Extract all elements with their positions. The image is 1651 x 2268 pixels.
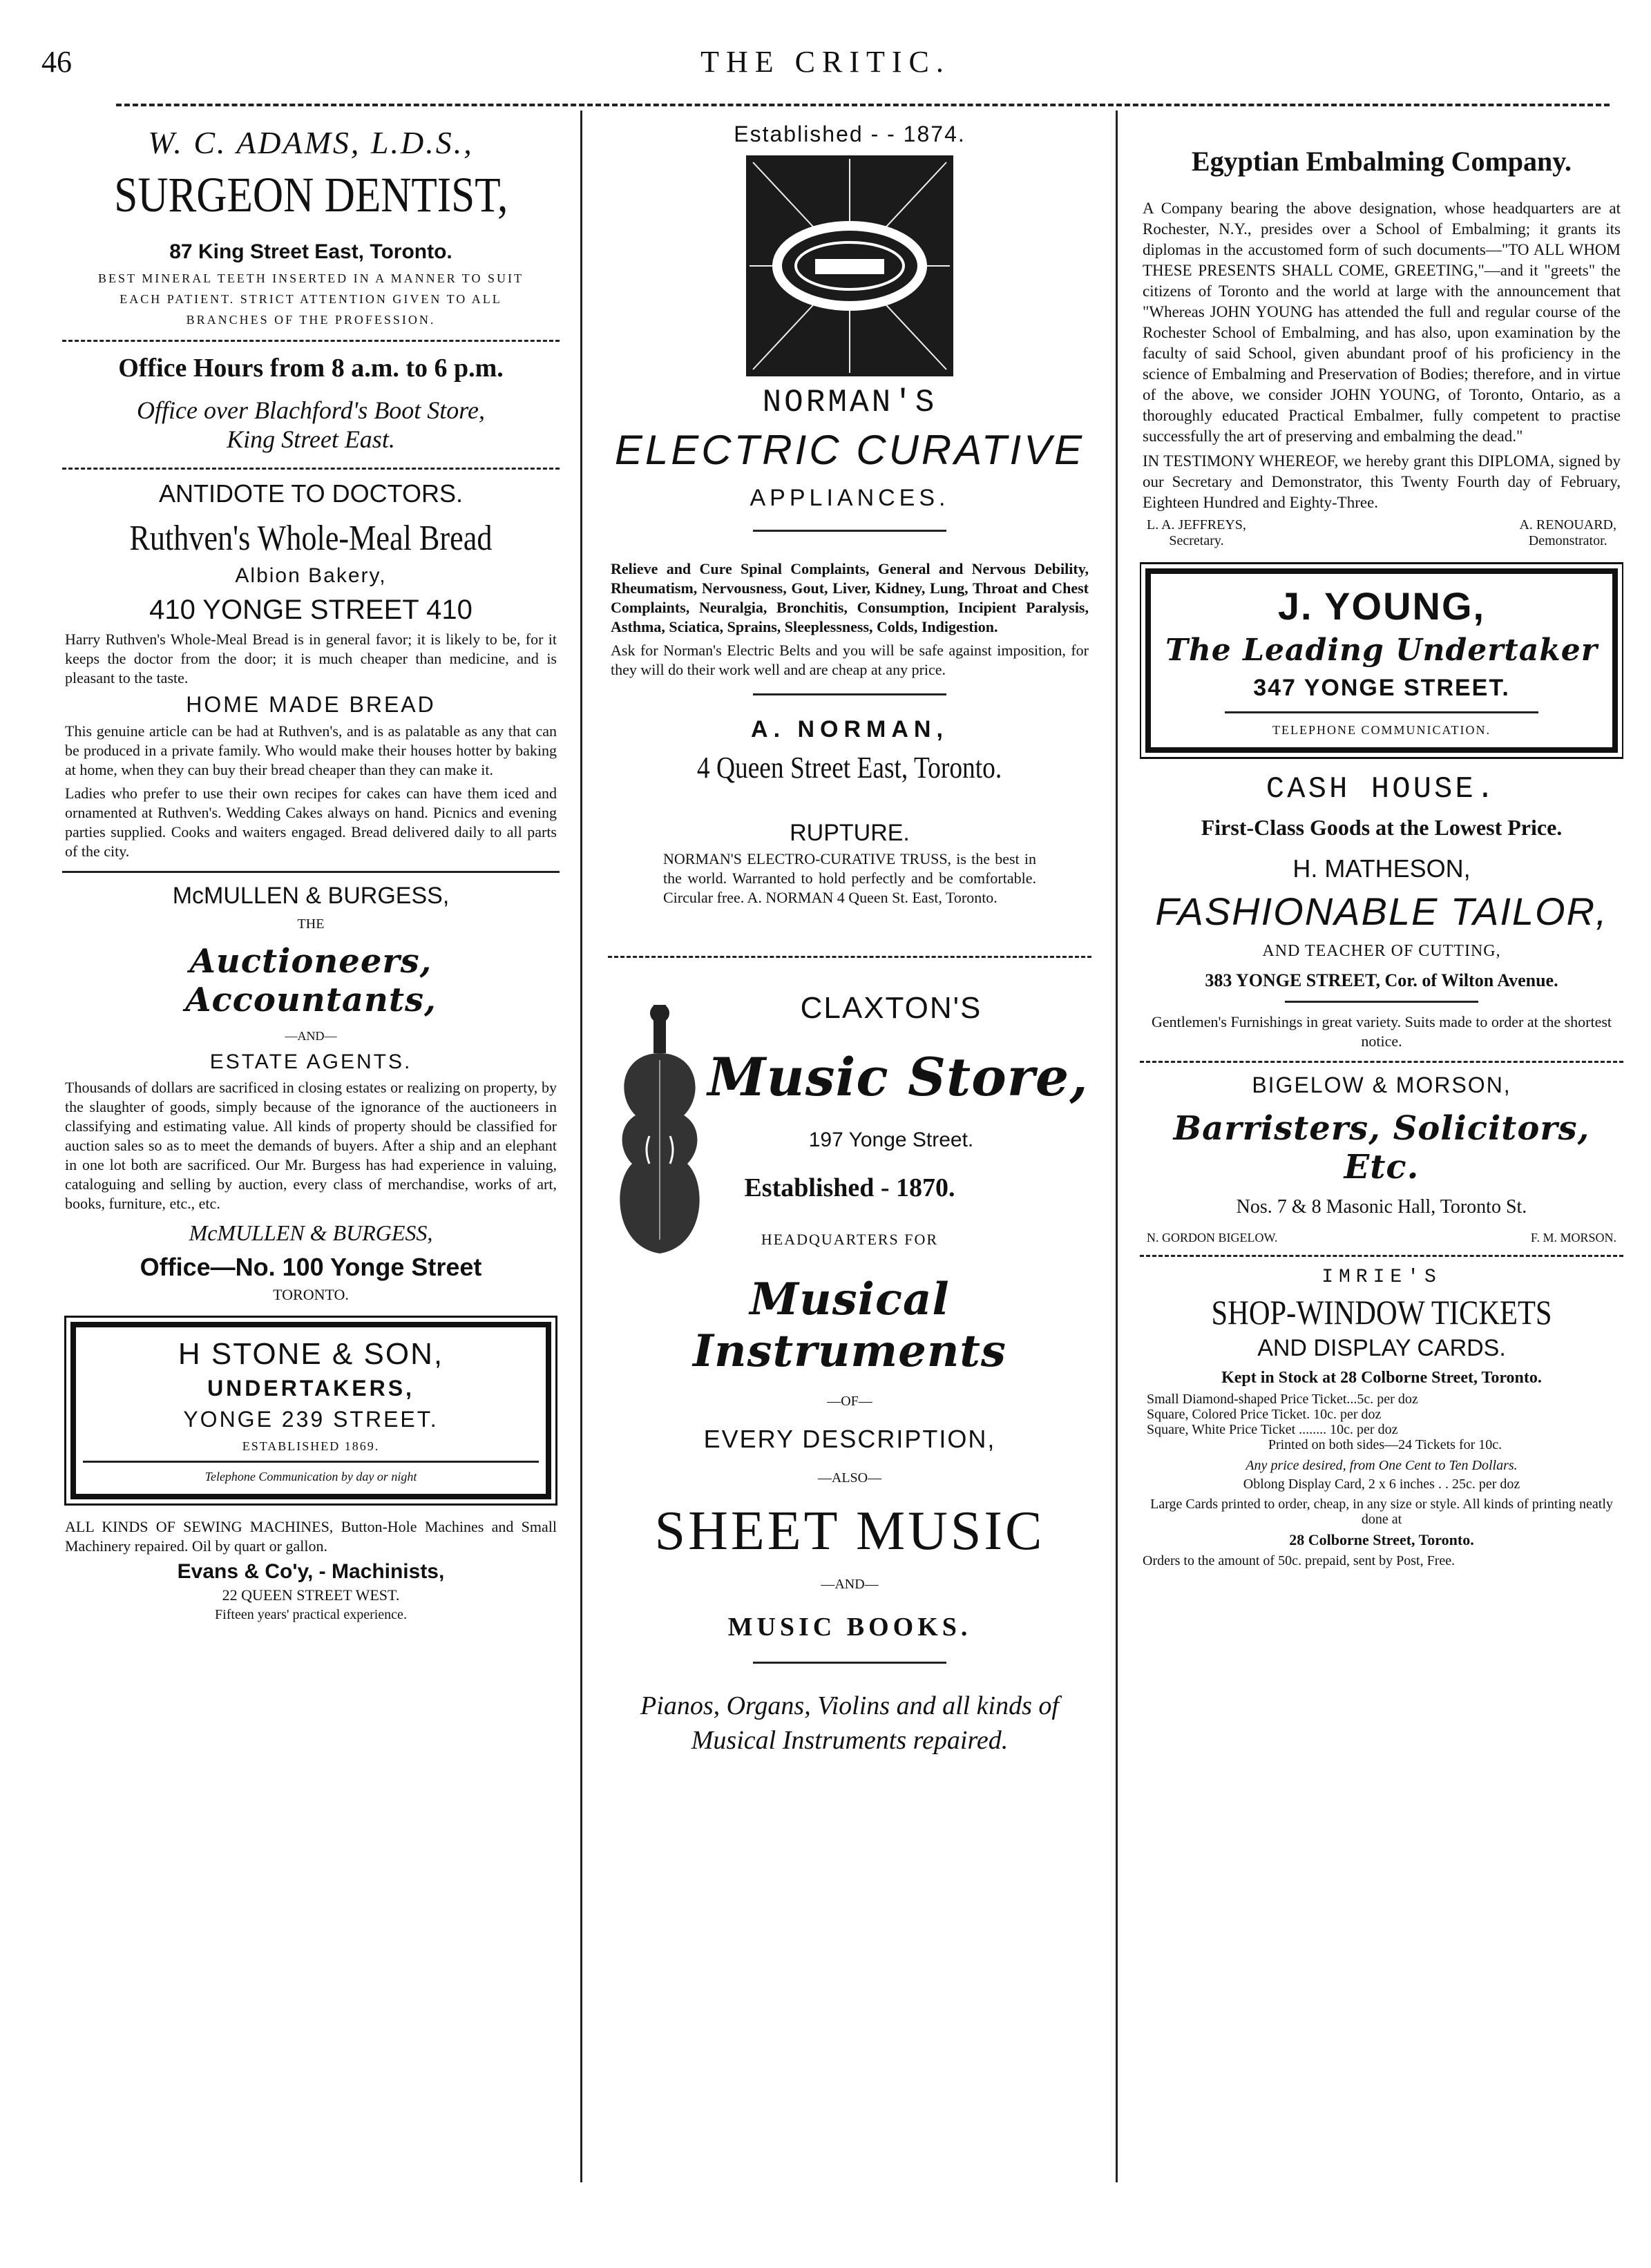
electric-belt-icon <box>746 155 953 376</box>
rupture-head: RUPTURE. <box>790 820 910 846</box>
adams-ad <box>62 124 560 454</box>
divider <box>62 340 560 342</box>
imrie-name: IMRIE'S <box>1321 1267 1442 1288</box>
imrie-stock: Kept in Stock at 28 Colborne Street, Toronto. <box>1221 1369 1542 1387</box>
mcmullen-body: Thousands of dollars are sacrificed in closing estates or realizing on property, by the slaughter of goods, simply because of the ignorance of the auctioneers in classifying and estimating value. All kinds of property should be classified for auction sales so as to meet the demands of buyers. After a ship and an elephant in one lot both are sacrificed. Our Mr. Burgess has had experience in valuing, cataloguing and selling by auction, every class of merchandise, works of art, books, furniture, etc., etc. <box>65 1079 557 1212</box>
imrie-large: Large Cards printed to order, cheap, in any size or style. All kinds of printing neatly done at <box>1150 1497 1613 1527</box>
adams-hours: Office Hours from 8 a.m. to 6 p.m. <box>118 354 504 383</box>
page-number: 46 <box>41 45 72 79</box>
adams-location-1: Office over Blachford's Boot Store, <box>137 396 485 424</box>
imrie-orders: Orders to the amount of 50c. prepaid, sent by Post, Free. <box>1143 1553 1456 1568</box>
bigelow-ad <box>1140 1073 1623 1245</box>
claxton-sheet: SHEET MUSIC <box>654 1501 1045 1561</box>
claxton-every: EVERY DESCRIPTION, <box>703 1425 996 1453</box>
evans-experience: Fifteen years' practical experience. <box>215 1607 407 1622</box>
partner-2: F. M. MORSON. <box>1530 1231 1616 1244</box>
ruthven-ad <box>62 479 560 861</box>
norman-belt-illustration <box>746 155 953 376</box>
signatory-2-role: Demonstrator. <box>1528 533 1607 548</box>
divider <box>753 1662 946 1664</box>
claxton-books: MUSIC BOOKS. <box>727 1613 972 1642</box>
bigelow-name: BIGELOW & MORSON, <box>1252 1073 1511 1097</box>
mcmullen-and: —AND— <box>285 1029 337 1043</box>
divider <box>1285 1001 1478 1003</box>
adams-profession: SURGEON DENTIST, <box>113 167 508 222</box>
adams-notice: BEST MINERAL TEETH INSERTED IN A MANNER TO SUIT EACH PATIENT. STRICT ATTENTION GIVEN TO ALL BRANCHES OF THE PROFESSION. <box>98 271 524 327</box>
norman-address: 4 Queen Street East, Toronto. <box>697 751 1002 785</box>
young-ad <box>1145 568 1618 753</box>
signatory-1: L. A. JEFFREYS, <box>1147 517 1246 532</box>
column-divider-left <box>580 110 582 2182</box>
mcmullen-name: McMULLEN & BURGESS, <box>172 883 450 909</box>
young-name: J. YOUNG, <box>1277 584 1486 628</box>
column-left <box>62 117 560 1623</box>
price-line: Small Diamond-shaped Price Ticket...5c. per doz <box>1147 1392 1418 1407</box>
ruthven-subhead: HOME MADE BREAD <box>186 692 436 717</box>
young-address: 347 YONGE STREET. <box>1253 675 1510 701</box>
ruthven-body: This genuine article can be had at Ruthven's, and is as palatable as any that can be produced in a private family. Who would make their houses hotter by baking at home, when they can buy their bread cheaper than they can make it. <box>65 722 557 778</box>
evans-ad <box>62 1517 560 1623</box>
stone-name: H STONE & SON, <box>178 1337 444 1371</box>
price-line: Square, White Price Ticket ........ 10c. per doz <box>1147 1422 1398 1437</box>
claxton-address: 197 Yonge Street. <box>808 1128 974 1151</box>
norman-body: Relieve and Cure Spinal Complaints, General and Nervous Debility, Rheumatism, Nervousness, Gout, Liver, Kidney, Lung, Throat and Chest Complaints, Neuralgia, Bronchitis, Consumption, Incipient Paralysis, Asthma, Sciatica, Sprains, Sleeplessness, Colds, Indigestion. <box>611 560 1089 635</box>
ruthven-address: 410 YONGE STREET 410 <box>149 595 473 625</box>
matheson-name: H. MATHESON, <box>1292 854 1471 883</box>
embalming-ad <box>1140 145 1623 549</box>
ruthven-body-2: Ladies who prefer to use their own recipes for cakes can have them iced and ornamented at Ruthven's. Wedding Cakes always on hand. Picnics and evening parties supplied. Cooks and waiters engaged. Bread delivered daily to all parts of the city. <box>65 785 557 860</box>
bigelow-trade: Barristers, Solicitors, Etc. <box>1173 1109 1590 1186</box>
divider <box>753 693 946 695</box>
adams-address: 87 King Street East, Toronto. <box>169 240 452 263</box>
violin-icon <box>608 1005 712 1267</box>
mcmullen-city: TORONTO. <box>273 1286 349 1303</box>
norman-ad <box>608 122 1091 907</box>
divider <box>1140 1061 1623 1063</box>
divider <box>62 871 560 873</box>
matheson-trade-2: AND TEACHER OF CUTTING, <box>1262 942 1501 960</box>
claxton-repair: Pianos, Organs, Violins and all kinds of Musical Instruments repaired. <box>640 1691 1059 1755</box>
running-title: THE CRITIC. <box>700 45 951 79</box>
claxton-headquarters: HEADQUARTERS FOR <box>761 1231 939 1248</box>
claxton-name: CLAXTON'S <box>800 991 982 1025</box>
ruthven-bakery: Albion Bakery, <box>235 564 387 587</box>
young-trade: The Leading Undertaker <box>1165 633 1598 668</box>
header-rule <box>116 104 1610 106</box>
mcmullen-office: Office—No. 100 Yonge Street <box>140 1253 482 1281</box>
young-phone: TELEPHONE COMMUNICATION. <box>1272 723 1491 737</box>
signatory-1-role: Secretary. <box>1169 533 1224 548</box>
imrie-oblong: Oblong Display Card, 2 x 6 inches . . 25c. per doz <box>1243 1477 1520 1492</box>
imrie-ad <box>1140 1267 1623 1568</box>
imrie-product-2: AND DISPLAY CARDS. <box>1257 1335 1506 1361</box>
rupture-body: NORMAN'S ELECTRO-CURATIVE TRUSS, is the best in the world. Warranted to hold perfectly and be comfortable. Circular free. A. NORMAN 4 Queen St. East, Toronto. <box>663 850 1036 906</box>
evans-name: Evans & Co'y, - Machinists, <box>177 1560 445 1583</box>
bigelow-address: Nos. 7 & 8 Masonic Hall, Toronto St. <box>1236 1196 1527 1218</box>
column-center <box>608 117 1091 1758</box>
claxton-and: —AND— <box>821 1577 879 1592</box>
claxton-also: —ALSO— <box>817 1470 882 1486</box>
stone-ad <box>70 1322 551 1499</box>
mcmullen-ad <box>62 883 560 1304</box>
column-divider-right <box>1116 110 1118 2182</box>
norman-signature: A. NORMAN, <box>751 716 948 742</box>
adams-name: W. C. ADAMS, L.D.S., <box>148 125 474 160</box>
price-line: Square, Colored Price Ticket. 10c. per doz <box>1147 1407 1382 1422</box>
stone-trade: UNDERTAKERS, <box>207 1376 414 1401</box>
claxton-established: Established - 1870. <box>744 1173 955 1202</box>
ruthven-intro: Harry Ruthven's Whole-Meal Bread is in general favor; it is likely to be, for it keeps the doctor from the door; it is much cheaper than medicine, and is pleasant to the taste. <box>65 631 557 686</box>
norman-body-2: Ask for Norman's Electric Belts and you will be safe against imposition, for they will do their work well and are cheap at any price. <box>611 642 1089 678</box>
partner-1: N. GORDON BIGELOW. <box>1147 1231 1278 1244</box>
claxton-instruments: Musical Instruments <box>693 1274 1006 1377</box>
matheson-trade: FASHIONABLE TAILOR, <box>1155 890 1608 933</box>
imrie-product: SHOP-WINDOW TICKETS <box>1211 1293 1552 1332</box>
signatory-2: A. RENOUARD, <box>1519 517 1616 532</box>
column-right <box>1140 117 1623 1573</box>
divider <box>1225 711 1538 713</box>
stone-address: YONGE 239 STREET. <box>183 1407 439 1432</box>
norman-product: ELECTRIC CURATIVE <box>614 427 1085 473</box>
evans-body: ALL KINDS OF SEWING MACHINES, Button-Hole Machines and Small Machinery repaired. Oil by quart or gallon. <box>65 1518 557 1555</box>
mcmullen-trade-2: ESTATE AGENTS. <box>209 1050 412 1073</box>
evans-address: 22 QUEEN STREET WEST. <box>222 1586 400 1604</box>
cash-house-ad <box>1140 772 1623 1051</box>
divider <box>83 1461 539 1463</box>
claxton-of: —OF— <box>827 1394 872 1409</box>
ruthven-product: Ruthven's Whole-Meal Bread <box>129 519 493 558</box>
matheson-body: Gentlemen's Furnishings in great variety. Suits made to order at the shortest notice. <box>1151 1013 1612 1050</box>
stone-phone: Telephone Communication by day or night <box>204 1470 417 1483</box>
stone-established: ESTABLISHED 1869. <box>242 1439 380 1453</box>
imrie-price-list <box>1140 1392 1623 1452</box>
divider <box>1140 1255 1623 1257</box>
matheson-address: 383 YONGE STREET, Cor. of Wilton Avenue. <box>1205 970 1558 990</box>
embalming-body: A Company bearing the above designation, whose headquarters are at Rochester, N.Y., presides over a School of Embalming; it grants its diplomas in the accustomed form of such documents—"TO ALL WHOM THESE PRESENTS SHALL COME, GREETING,"—and it "greets" the citizens of Toronto and the world at large with the announcement that "Whereas JOHN YOUNG has attended the full and regular course of the Rochester School of Embalming, and has also, upon examination by the faculty of said School, given abundant proof of his proficiency in the science of Embalming and Preservation of Bodies; therefore, and in virtue of the above, we consider JOHN YOUNG, of Toronto, Ontario, as a thoroughly educated Practical Embalmer, fully competent to practise successfully the art of preserving and embalming the dead." <box>1143 200 1621 445</box>
claxton-ad <box>608 991 1091 1758</box>
mcmullen-signature: McMULLEN & BURGESS, <box>189 1220 433 1245</box>
embalming-signatures <box>1140 517 1623 549</box>
imrie-address: 28 Colborne Street, Toronto. <box>1289 1531 1474 1548</box>
price-line: Printed on both sides—24 Tickets for 10c. <box>1268 1437 1502 1452</box>
norman-name: NORMAN'S <box>762 385 937 421</box>
mcmullen-trade: Auctioneers, Accountants, <box>185 942 437 1019</box>
norman-established: Established - - 1874. <box>734 122 966 146</box>
divider <box>62 468 560 470</box>
ruthven-headline: ANTIDOTE TO DOCTORS. <box>158 479 464 508</box>
cash-tagline: First-Class Goods at the Lowest Price. <box>1201 815 1563 840</box>
claxton-store: Music Store, <box>707 1046 1089 1108</box>
embalming-body-2: IN TESTIMONY WHEREOF, we hereby grant this DIPLOMA, signed by our Secretary and Demonstrator, this Twenty Fourth day of February, Eighteen Hundred and Eighty-Three. <box>1143 452 1621 511</box>
divider <box>608 956 1091 958</box>
norman-product-2: APPLIANCES. <box>750 485 950 511</box>
imrie-any-price: Any price desired, from One Cent to Ten Dollars. <box>1246 1458 1518 1473</box>
cash-title: CASH HOUSE. <box>1266 772 1498 807</box>
mcmullen-the: THE <box>297 916 325 932</box>
divider <box>753 530 946 532</box>
adams-location-2: King Street East. <box>227 425 395 453</box>
embalming-title: Egyptian Embalming Company. <box>1191 146 1572 177</box>
bigelow-partners <box>1140 1231 1623 1245</box>
